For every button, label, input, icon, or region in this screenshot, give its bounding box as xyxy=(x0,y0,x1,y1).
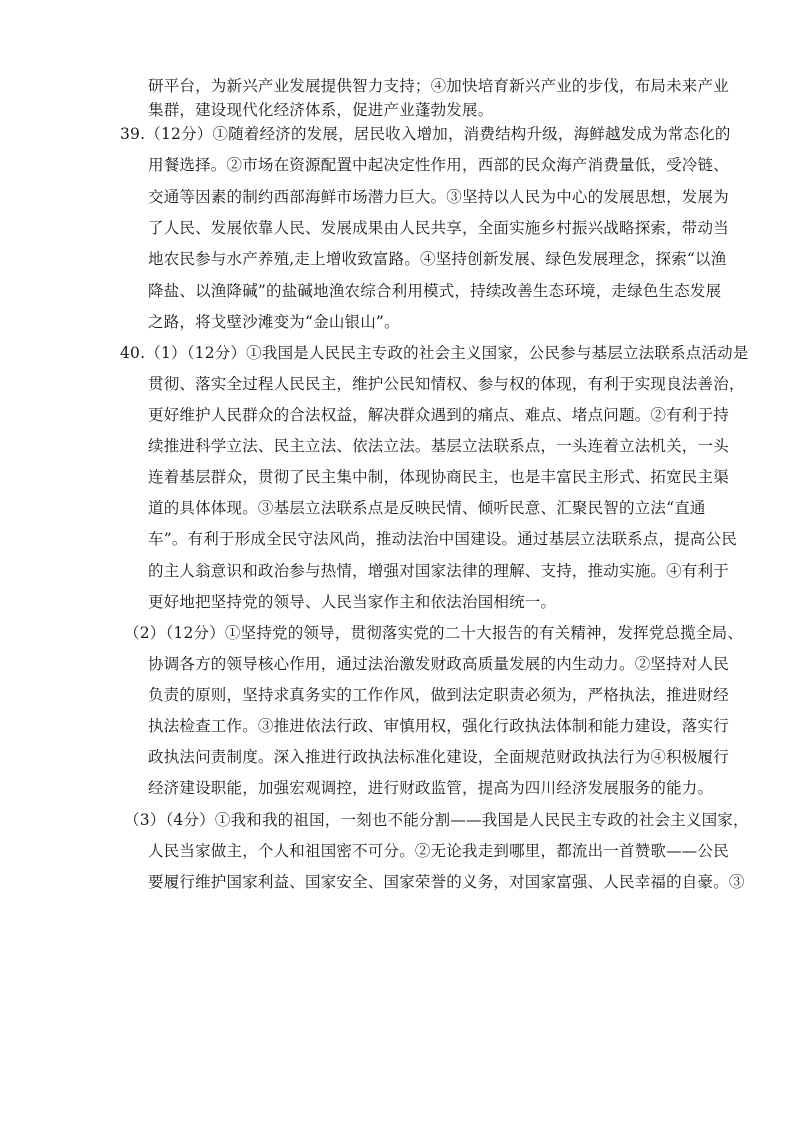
text-line: 经济建设职能，加强宏观调控，进行财政监管，提高为四川经济发展服务的能力。 xyxy=(148,779,714,797)
text-line: 协调各方的领导核心作用，通过法治激发财政高质量发展的内生动力。②坚持对人民 xyxy=(148,655,729,673)
text-line: 交通等因素的制约西部海鲜市场潜力巨大。③坚持以人民为中心的发展思想，发展为 xyxy=(148,188,729,206)
question-40-2-heading-line: （2）（12分）①坚持党的领导，贯彻落实党的二十大报告的有关精神，发挥党总揽全局、 xyxy=(124,624,744,642)
text-line: 人民当家做主，个人和祖国密不可分。②无论我走到哪里，都流出一首赞歌——公民 xyxy=(148,842,729,860)
text-line: 要履行维护国家利益、国家安全、国家荣誉的义务，对国家富强、人民幸福的自豪。③ xyxy=(148,873,745,891)
text-line: 之路，将戈壁沙滩变为“金山银山”。 xyxy=(148,313,400,331)
text-line: 连着基层群众，贯彻了民主集中制，体现协商民主，也是丰富民主形式、拓宽民主渠 xyxy=(148,468,729,486)
text-line: 政执法问责制度。深入推进行政执法标准化建设，全面规范财政执法行为④积极履行 xyxy=(148,748,729,766)
text-line: 续推进科学立法、民主立法、依法立法。基层立法联系点，一头连着立法机关，一头 xyxy=(148,437,729,455)
text-line: 了人民、发展依靠人民、发展成果由人民共享，全面实施乡村振兴战略探索，带动当 xyxy=(148,219,729,237)
text-line: 集群，建设现代化经济体系，促进产业蓬勃发展。 xyxy=(148,101,494,119)
text-line: 更好维护人民群众的合法权益，解决群众遇到的痛点、难点、堵点问题。②有利于持 xyxy=(148,406,729,424)
text-line: 负责的原则，坚持求真务实的工作作风，做到法定职责必须为，严格执法，推进财经 xyxy=(148,686,729,704)
text-line: 研平台，为新兴产业发展提供智力支持；④加快培育新兴产业的步伐，布局未来产业 xyxy=(148,77,729,95)
question-40-3-heading-line: （3）（4分）①我和我的祖国，一刻也不能分割——我国是人民民主专政的社会主义国家， xyxy=(124,811,749,829)
text-line: 的主人翁意识和政治参与热情，增强对国家法律的理解、支持，推动实施。④有利于 xyxy=(148,562,729,580)
text-line: 降盐、以渔降碱”的盐碱地渔农综合利用模式，持续改善生态环境，走绿色生态发展 xyxy=(148,282,722,300)
text-line: 贯彻、落实全过程人民民主，维护公民知情权、参与权的体现，有利于实现良法善治， xyxy=(148,375,745,393)
text-line: 用餐选择。②市场在资源配置中起决定性作用，西部的民众海产消费量低，受冷链、 xyxy=(148,156,729,174)
text-line: 更好地把坚持党的领导、人民当家作主和依法治国相统一。 xyxy=(148,593,557,611)
question-39-heading-line: 39.（12分）①随着经济的发展，居民收入增加，消费结构升级，海鲜越发成为常态化的 xyxy=(120,125,731,143)
text-line: 车”。有利于形成全民守法风尚，推动法治中国建设。通过基层立法联系点，提高公民 xyxy=(148,530,738,548)
text-line: 道的具体体现。③基层立法联系点是反映民情、倾听民意、汇聚民智的立法“直通 xyxy=(148,499,706,517)
text-line: 地农民参与水产养殖,走上增收致富路。④坚持创新发展、绿色发展理念，探索“以渔 xyxy=(148,250,727,268)
text-line: 执法检查工作。③推进依法行政、审慎用权，强化行政执法体制和能力建设，落实行 xyxy=(148,717,729,735)
question-40-1-heading-line: 40.（1）（12分）①我国是人民民主专政的社会主义国家，公民参与基层立法联系点活动是 xyxy=(120,344,749,362)
